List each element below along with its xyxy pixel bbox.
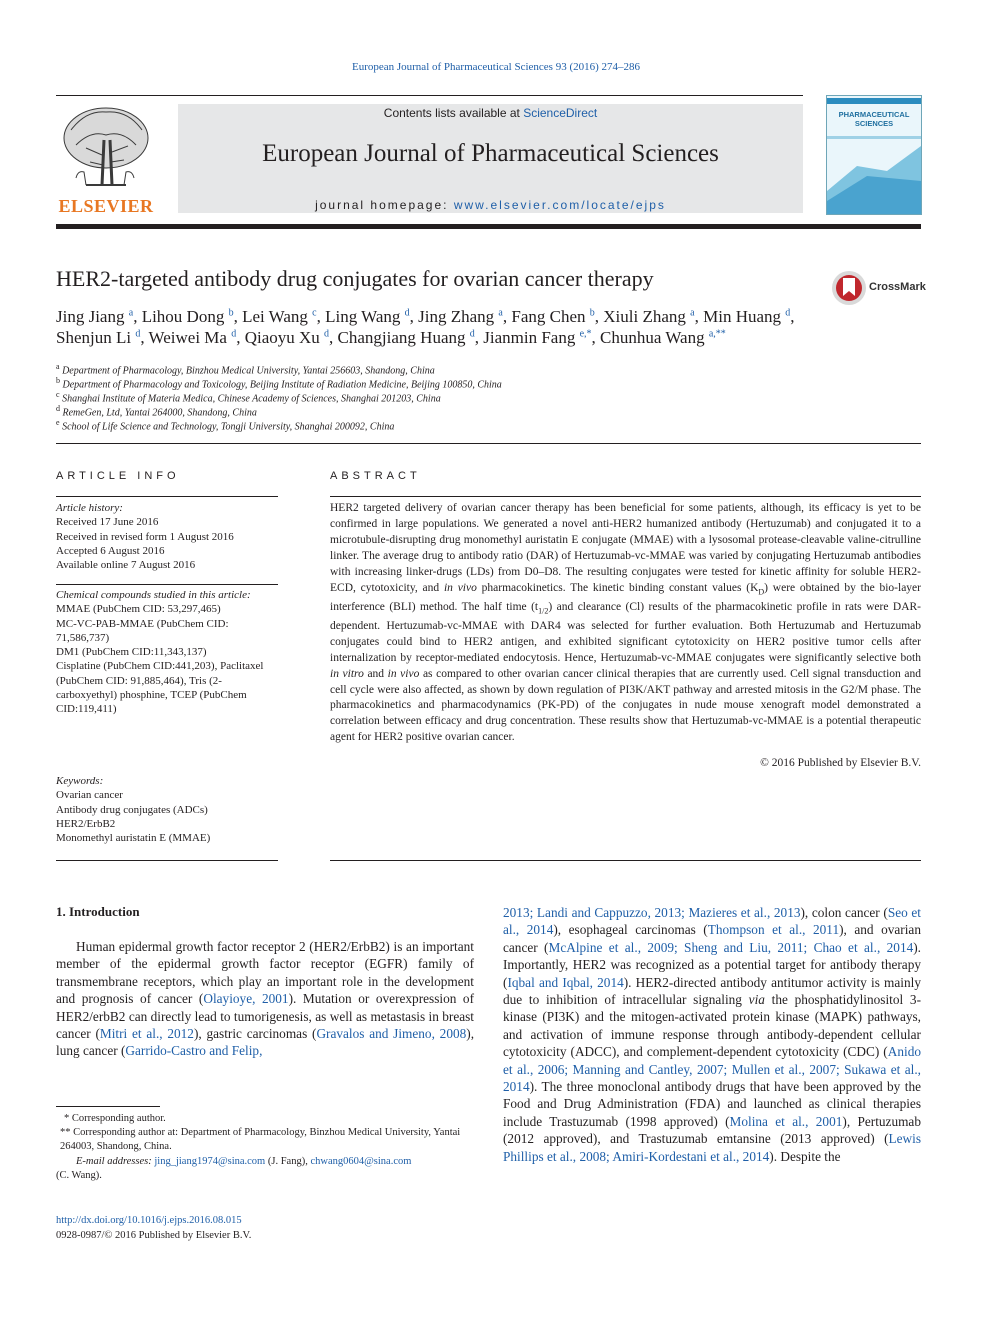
journal-homepage: journal homepage: www.elsevier.com/locate/ejps [315, 198, 666, 212]
footnote-corr-2: ** Corresponding author at: Department of Pharmacology, Binzhou Medical University, Yantai 264003, Shandong, China. [60, 1127, 461, 1153]
affiliation-c: $^c$ Shanghai Institute of Materia Medica, Chinese Academy of Sciences, Shanghai 201203, China [56, 390, 441, 405]
citation-link[interactable]: Molina et al., 2001 [729, 1113, 843, 1129]
author-name[interactable]: Ling Wang [325, 307, 405, 326]
homepage-link[interactable]: www.elsevier.com/locate/ejps [453, 198, 666, 212]
intro-left-column: Human epidermal growth factor receptor 2 (HER2/ErbB2) is an important member of the epidermal growth factor receptor (EGFR) family of transmembrane receptors, which play an important role in the development and prognosis of cancer (Olayioye, 2001). Mutation or overexpression of HER2/erbB2 can directly lead to tumorigenesis, as well as metastasis in breast cancer (Mitri et al., 2012), gastric carcinomas (Gravalos and Jimeno, 2008), lung cancer (Garrido-Castro and Felip, [56, 939, 475, 1059]
footnote-emails: E-mail addresses: jing_jiang1974@sina.com (J. Fang), chwang0604@sina.com [76, 1155, 412, 1167]
author-affiliation-mark[interactable]: b [228, 307, 234, 319]
author-name[interactable]: Lihou Dong [141, 307, 229, 326]
header-rule [56, 95, 803, 96]
affiliation-e: $^e$ School of Life Science and Technology, Tongji University, Shanghai 200092, China [56, 418, 395, 433]
citation-link[interactable]: Thompson et al., 2011 [707, 922, 840, 938]
author-name[interactable]: Chunhua Wang [600, 328, 709, 347]
author-name[interactable]: Jing Jiang [56, 307, 129, 326]
author-name[interactable]: Lei Wang [242, 307, 313, 326]
intro-heading: 1. Introduction [56, 904, 140, 919]
sciencedirect-link[interactable]: ScienceDirect [523, 106, 598, 120]
author-name[interactable]: Jianmin Fang [483, 328, 580, 347]
header-thick-rule [56, 224, 921, 229]
citation-link[interactable]: Anido et al., 2006; Manning and Cantley, 2007; Mullen et al., 2007; Sukawa et al., 2014 [503, 1044, 921, 1095]
keyword: HER2/ErbB2 [56, 817, 116, 830]
journal-cover-thumbnail[interactable] [826, 95, 922, 215]
section-rule [56, 860, 278, 861]
footnote-rule [56, 1106, 160, 1107]
author-affiliation-mark[interactable]: a [498, 307, 503, 319]
author-name[interactable]: Qiaoyu Xu [244, 328, 325, 347]
author-name[interactable]: Weiwei Ma [148, 328, 232, 347]
copyright: © 2016 Published by Elsevier B.V. [760, 757, 921, 769]
author-name[interactable]: Jing Zhang [418, 307, 499, 326]
doi-link[interactable]: http://dx.doi.org/10.1016/j.ejps.2016.08.015 [56, 1215, 242, 1226]
author-affiliation-mark[interactable]: d [135, 328, 141, 340]
author-affiliation-mark[interactable]: d [231, 328, 237, 340]
cover-title-2: SCIENCES [854, 119, 894, 128]
article-title: HER2-targeted antibody drug conjugates for ovarian cancer therapy [56, 266, 654, 291]
chem-rule [56, 584, 278, 585]
intro-right-column: 2013; Landi and Cappuzzo, 2013; Mazieres et al., 2013), colon cancer (Seo et al., 2014), esophageal carcinomas (Thompson et al., 2011), and ovarian cancer (McAlpine et al., 2009; Sheng and Liu, 2011; Chao et al., 2014). Importantly, HER2 was recognized as a potential target for antibody therapy (Iqbal and Iqbal, 2014). HER2-directed antibody antitumor activity is mainly due to inhibition of intracellular signaling via the phosphatidylinositol 3-kinase (PI3K) and the mitogen-activated protein kinase (MAPK) pathways, and activation of immune response through antibody-dependent cellular cytotoxicity (ADCC), and complement-dependent cytotoxicity (CDC) (Anido et al., 2006; Manning and Cantley, 2007; Mullen et al., 2007; Sukawa et al., 2014). The three monoclonal antibody drugs that have been approved by the Food and Drug Administration (FDA) and launched as clinical therapies include Trastuzumab (1998 approved) (Molina et al., 2001), Pertuzumab (2012 approved), and Trastuzumab emtansine (2013 approved) (Lewis Phillips et al., 2008; Amiri-Kordestani et al., 2014). Despite the [503, 905, 922, 1164]
footnote-corr-1: * Corresponding author. [64, 1113, 166, 1124]
author-affiliation-mark[interactable]: d [324, 328, 330, 340]
author-affiliation-mark[interactable]: a [690, 307, 695, 319]
citation-link[interactable]: Lewis Phillips et al., 2008; Amiri-Kordestani et al., 2014 [503, 1131, 921, 1164]
citation-link[interactable]: McAlpine et al., 2009; Sheng and Liu, 2011; Chao et al., 2014 [548, 939, 914, 955]
author-affiliation-mark[interactable]: d [404, 307, 410, 319]
contents-line: Contents lists available at ScienceDirect [383, 106, 598, 120]
author-name[interactable]: Shenjun Li [56, 328, 136, 347]
abstract-text: HER2 targeted delivery of ovarian cancer therapy has been beneficial for some patients, although, its efficacy is yet to be confirmed in large populations. We generated a novel anti-HER2 humanized antibody (Hertuzumab) and conjugated it to a microtubule-disrupting drug monomethyl auristatin E conjugate (MMAE) with a lysosomal protease-cleavable valine-citrulline linker. The average drug to antibody ratio (DAR) of Hertuzumab-vc-MMAE was varied by conjugating Hertuzumab antibodies with increasing linker-drugs (LDs) from D0–D8. The resulting conjugates were tested for kinetic affinity for soluble HER2-ECD, cytotoxicity, and in vivo pharmacokinetics. The kinetic binding constant values $(K_D)$ were obtained by the bio-layer interference (BLI) method. The half time $(t_{1/2})$ and clearance (Cl) results of the pharmacokinetic profile in rats were DAR-dependent. Hertuzumab-vc-MMAE with DAR4 was selected for further evaluation. Both Hertuzumab and Hertuzumab conjugates could bind to HER2 antigen, and exhibited significant cytotoxicity on HER2 positive tumor cells after internalization by receptor-mediated endocytosis. Hence, Hertuzumab-vc-MMAE conjugates were significantly selective both in vitro and in vivo as compared to other ovarian cancer clinical therapies that are currently used. Cell signal transduction and cell cycle were also affected, as shown by down regulation of PI3K/AKT pathway and arrested mitosis in the G2/M phase. The pharmacokinetics and pharmacodynamics (PK-PD) of the conjugates in nude mouse xenograft model demonstrated a correlation between efficacy and drug concentration. These results show that Hertuzumab-vc-MMAE is a potential therapeutic agent for HER2 positive ovarian cancer. [330, 502, 921, 744]
elsevier-wordmark: ELSEVIER [58, 196, 154, 216]
author-affiliation-mark[interactable]: a [128, 307, 134, 319]
author-name[interactable]: Changjiang Huang [337, 328, 470, 347]
author-affiliation-mark[interactable]: b [589, 307, 595, 319]
email-link[interactable]: jing_jiang1974@sina.com [154, 1155, 266, 1167]
citation-link[interactable]: Olayioye, 2001 [203, 991, 289, 1007]
author-list-line-2: Shenjun Li $^d$, Weiwei Ma $^d$, Qiaoyu Xu $^d$, Changjiang Huang $^d$, Jianmin Fang $^{e,*}$, Chunhua Wang $^{a,**}$ [56, 328, 726, 347]
section-rule [330, 860, 921, 861]
author-affiliation-mark[interactable]: d [469, 328, 475, 340]
keywords: Keywords: Ovarian cancer Antibody drug conjugates (ADCs) HER2/ErbB2 Monomethyl auristatin E (MMAE) [56, 774, 278, 845]
crossmark-icon [831, 270, 867, 306]
keyword: Antibody drug conjugates (ADCs) [56, 803, 208, 816]
journal-name: European Journal of Pharmaceutical Sciences [262, 140, 719, 167]
keyword: Ovarian cancer [56, 789, 123, 802]
affiliations-rule [56, 443, 921, 444]
author-name[interactable]: Min Huang [703, 307, 786, 326]
author-name[interactable]: Xiuli Zhang [603, 307, 691, 326]
issn-line: 0928-0987/© 2016 Published by Elsevier B.V. [56, 1230, 252, 1241]
affiliation-a: $^a$ Department of Pharmacology, Binzhou Medical University, Yantai 256603, Shandong, China [56, 362, 435, 377]
citation-link[interactable]: Mitri et al., 2012 [99, 1026, 194, 1042]
citation-link[interactable]: Garrido-Castro and Felip, [125, 1043, 263, 1059]
crossmark-badge[interactable] [831, 270, 926, 306]
abstract-rule [330, 496, 921, 497]
author-list-line-1: Jing Jiang $^a$, Lihou Dong $^b$, Lei Wang $^c$, Ling Wang $^d$, Jing Zhang $^a$, Fang Chen $^b$, Xiuli Zhang $^a$, Min Huang $^d$, [56, 307, 795, 326]
keyword: Monomethyl auristatin E (MMAE) [56, 832, 211, 845]
citation-link[interactable]: Iqbal and Iqbal, 2014 [507, 974, 624, 990]
author-name[interactable]: Fang Chen [511, 307, 590, 326]
author-affiliation-mark[interactable]: a,** [708, 328, 726, 340]
author-affiliation-mark[interactable]: e,* [579, 328, 592, 340]
email-link[interactable]: chwang0604@sina.com [310, 1155, 412, 1167]
affiliation-b: $^b$ Department of Pharmacology and Toxicology, Beijing Institute of Radiation Medicine, Beijing 100850, China [56, 376, 502, 391]
cover-title-1: PHARMACEUTICAL [838, 110, 910, 119]
affiliation-d: $^d$ RemeGen, Ltd, Yantai 264000, Shandong, China [56, 404, 257, 419]
citation-link[interactable]: 2013; Landi and Cappuzzo, 2013; Mazieres et al., 2013 [503, 905, 801, 920]
chemical-compounds: Chemical compounds studied in this article: MMAE (PubChem CID: 53,297,465) MC-VC-PAB-MMAE (PubChem CID: 71,586,737) DM1 (PubChem CID:11,343,137) Cisplatine (PubChem CID:441,203), Paclitaxel (PubChem CID: 91,885,464), Tris (2- carboxyethyl) phosphine, TCEP (PubChem CID:119,411) [56, 589, 264, 716]
article-history: Article history: Received 17 June 2016 Received in revised form 1 August 2016 Accepted 6 August 2016 Available online 7 August 2016 [56, 502, 234, 572]
abstract-heading: ABSTRACT [330, 470, 421, 482]
citation-link[interactable]: Gravalos and Jimeno, 2008 [316, 1026, 467, 1042]
author-affiliation-mark[interactable]: c [312, 307, 317, 319]
footnotes: * Corresponding author. ** Corresponding author at: Department of Pharmacology, Binzhou Medical University, Yantai 264003, Shandong, China. E-mail addresses: jing_jiang1974@sina.com (J. Fang), chwang0604@sina.com (C. Wang). [56, 1112, 474, 1183]
author-affiliation-mark[interactable]: d [785, 307, 791, 319]
citation-link[interactable]: Seo et al., 2014 [503, 905, 921, 938]
crossmark-label: CrossMark [869, 281, 926, 293]
article-info-rule [56, 496, 278, 497]
article-info-heading: ARTICLE INFO [56, 470, 180, 482]
journal-citation[interactable]: European Journal of Pharmaceutical Sciences 93 (2016) 274–286 [351, 61, 641, 73]
